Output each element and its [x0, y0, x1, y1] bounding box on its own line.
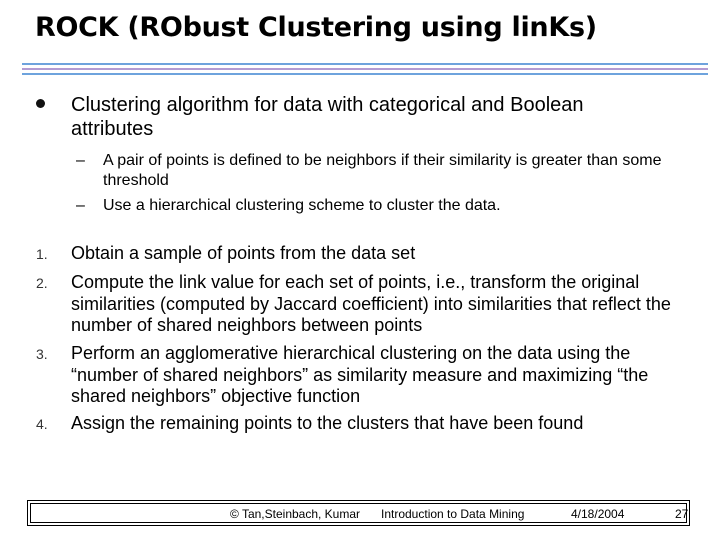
step-number: 3. — [36, 346, 48, 362]
bullet-dot-icon — [36, 99, 45, 108]
step-text: Obtain a sample of points from the data set — [71, 243, 416, 263]
slide-title: ROCK (RObust Clustering using linKs) — [35, 12, 597, 43]
sub-bullet-text: Use a hierarchical clustering scheme to cluster the data. — [103, 197, 501, 214]
main-bullet-text: Clustering algorithm for data with categorical and Boolean attributes — [71, 94, 584, 140]
dash-icon: – — [76, 197, 85, 214]
step-number: 1. — [36, 246, 48, 262]
footer-course: Introduction to Data Mining — [381, 507, 525, 521]
step-text: Perform an agglomerative hierarchical clustering on the data using the “number of shared neighbors” as similarity measure and maximizing “the shared neighbors” objective function — [71, 343, 649, 406]
title-rule-top — [22, 63, 708, 65]
dash-icon: – — [76, 152, 85, 169]
sub-bullet — [76, 196, 696, 216]
sub-bullet — [76, 151, 696, 191]
sub-bullet-text: A pair of points is defined to be neighbors if their similarity is greater than some threshold — [103, 152, 662, 189]
step-number: 2. — [36, 275, 48, 291]
footer-page-number: 27 — [675, 507, 689, 521]
footer-date: 4/18/2004 — [571, 507, 625, 521]
footer-copyright: © Tan,Steinbach, Kumar — [230, 507, 361, 521]
step-text: Compute the link value for each set of points, i.e., transform the original similarities (computed by Jaccard coefficient) into similarities that reflect the number of shared neighbors between points — [71, 272, 671, 335]
step-text: Assign the remaining points to the clusters that have been found — [71, 413, 584, 433]
title-rule-bottom — [22, 73, 708, 75]
title-rule-middle — [22, 68, 708, 70]
step-number: 4. — [36, 416, 48, 432]
